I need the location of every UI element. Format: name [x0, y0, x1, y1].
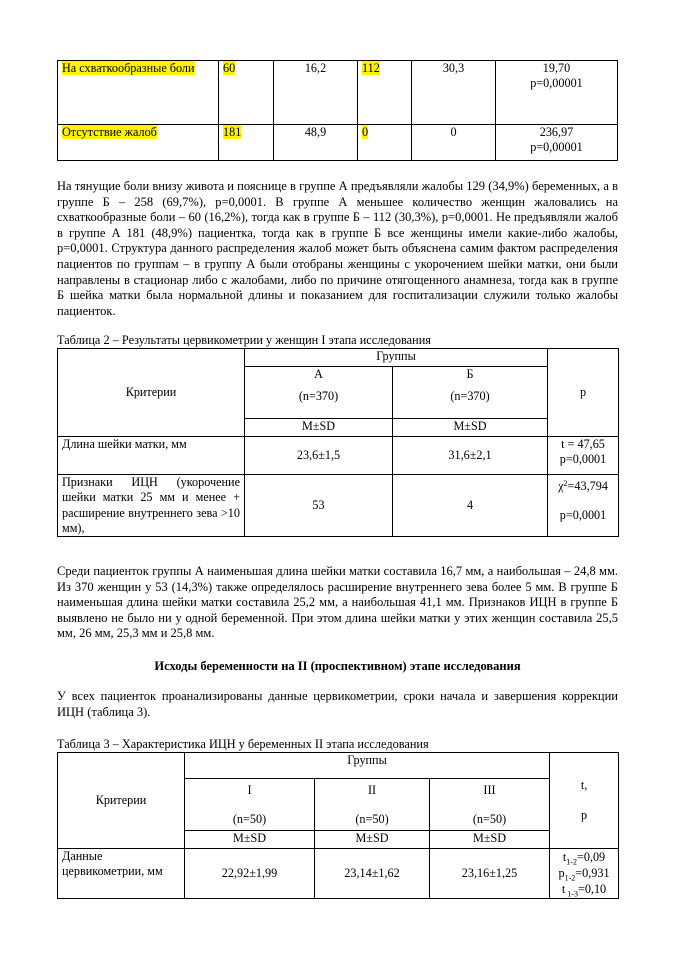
- cell-p: p=0,0001: [559, 452, 607, 467]
- cell-a-pct: 16,2: [274, 61, 358, 125]
- group-1-label: I: [247, 783, 252, 797]
- group-1-msd: M±SD: [185, 831, 315, 849]
- group-a-msd: M±SD: [245, 419, 393, 437]
- stat-p12: $p_{1-2}=0,931$: [558, 866, 610, 883]
- chi-symbol: $\chi^2$: [558, 479, 568, 493]
- group-b-msd: M±SD: [393, 419, 548, 437]
- icn-characteristics-table: [57, 752, 619, 899]
- stat-t13: t $_{1-3}$=0,10: [561, 882, 607, 899]
- group-3-n: (n=50): [472, 812, 507, 827]
- cell-p: p=0,0001: [559, 508, 607, 523]
- cell-group-3: 23,16±1,25: [430, 849, 550, 899]
- cervicometry-table-1: [57, 348, 619, 537]
- cell-chi: 19,70: [542, 61, 571, 75]
- table-row: [58, 437, 619, 475]
- group-1-n: (n=50): [232, 812, 267, 827]
- cell-b-count: 112: [362, 61, 380, 75]
- group-3-msd: M±SD: [430, 831, 550, 849]
- cell-a: 23,6±1,5: [245, 437, 393, 475]
- cell-chi: 236,97: [539, 125, 574, 139]
- table-3-caption: Таблица 3 – Характеристика ИЦН у беременных II этапа исследования: [57, 737, 429, 751]
- cell-p: p=0,00001: [530, 140, 583, 155]
- section-heading: Исходы беременности на II (проспективном) этапе исследования: [154, 659, 521, 673]
- criteria-header: Критерии: [58, 349, 245, 437]
- cell-a-pct: 48,9: [274, 125, 358, 161]
- table-row: [58, 61, 618, 125]
- group-b-n: (n=370): [450, 389, 490, 403]
- cell-group-2: 23,14±1,62: [315, 849, 430, 899]
- group-2-msd: M±SD: [315, 831, 430, 849]
- group-3-label: III: [483, 783, 496, 797]
- stat-t12: $t_{1-2}=0,09$: [562, 850, 606, 867]
- cell-a-count: 181: [223, 125, 242, 139]
- body-paragraph-1: На тянущие боли внизу живота и пояснице в группе А предъявляли жалобы 129 (34,9%) беременных, а в группе Б – 258 (69,7%), p=0,0001. В группе А меньшее количество женщин жаловались на схваткообразные боли – 60 (16,2%), тогда как в группе Б – 112 (30,3%), p=0,0001. Не предъявляли жалоб в группе А 181 (48,9%) пациентка, тогда как в группе Б все женщины имели какие-либо жалобы, p=0,0001. Структура данного распределения жалоб может быть объяснена самим фактом распределения пациентов по группам – в группу А были отобраны женщины с укорочением шейки матки, они были направлены в стационар либо с жалобами, либо по причине отягощенного анамнеза, тогда как в группе Б шейка матки была нормальной длины и показанием для госпитализации служили только жалобы пациенток.: [57, 179, 618, 318]
- group-a-label: А: [314, 367, 323, 381]
- groups-header: Группы: [185, 753, 550, 779]
- cell-b-pct: 30,3: [412, 61, 496, 125]
- group-2-label: II: [367, 783, 377, 797]
- row-label: Данные цервикометрии, мм: [58, 849, 185, 899]
- body-paragraph-2: Среди пациенток группы А наименьшая длина шейки матки составила 16,7 мм, а наибольшая – 24,8 мм. Из 370 женщин у 53 (14,3%) также определялось расширение внутреннего зева более 5 мм. В группе Б наименьшая длина шейки матки составила 25,2 мм, а наибольшая 41,1 мм. Признаков ИЦН в группе Б выявлено не было ни у одной беременной. При этом длина шейки матки у этих женщин составила 25,5 мм, 26 мм, 25,3 мм и 25,8 мм.: [57, 564, 618, 641]
- row-label: На схваткообразные боли: [62, 61, 195, 75]
- table-row: [58, 475, 619, 537]
- group-b-label: Б: [466, 367, 474, 381]
- cell-chi: =43,794: [567, 479, 608, 493]
- groups-header: Группы: [245, 349, 548, 367]
- group-a-n: (n=370): [298, 389, 339, 403]
- cell-b: 4: [393, 475, 548, 537]
- p-header: p: [548, 349, 619, 437]
- table-row: [58, 125, 618, 161]
- table-row: [58, 849, 619, 899]
- t-header: t,: [580, 778, 588, 793]
- criteria-header: Критерии: [58, 753, 185, 849]
- group-2-n: (n=50): [355, 812, 389, 827]
- cell-b-pct: 0: [412, 125, 496, 161]
- row-label: Признаки ИЦН (укорочение шейки матки 25 мм и менее + расширение внутреннего зева >10 мм),: [58, 475, 245, 537]
- complaints-table: [57, 60, 618, 161]
- table-2-caption: Таблица 2 – Результаты цервикометрии у женщин I этапа исследования: [57, 333, 431, 347]
- cell-b-count: 0: [362, 125, 369, 139]
- p-header: p: [580, 807, 588, 822]
- body-paragraph-3: У всех пациенток проанализированы данные цервикометрии, сроки начала и завершения коррекции ИЦН (таблица 3).: [57, 689, 618, 719]
- cell-a-count: 60: [223, 61, 236, 75]
- cell-a: 53: [245, 475, 393, 537]
- cell-group-1: 22,92±1,99: [185, 849, 315, 899]
- cell-p: p=0,00001: [530, 76, 583, 91]
- cell-t: t = 47,65: [561, 437, 605, 451]
- row-label: Отсутствие жалоб: [62, 125, 157, 139]
- row-label: Длина шейки матки, мм: [58, 437, 245, 475]
- cell-b: 31,6±2,1: [393, 437, 548, 475]
